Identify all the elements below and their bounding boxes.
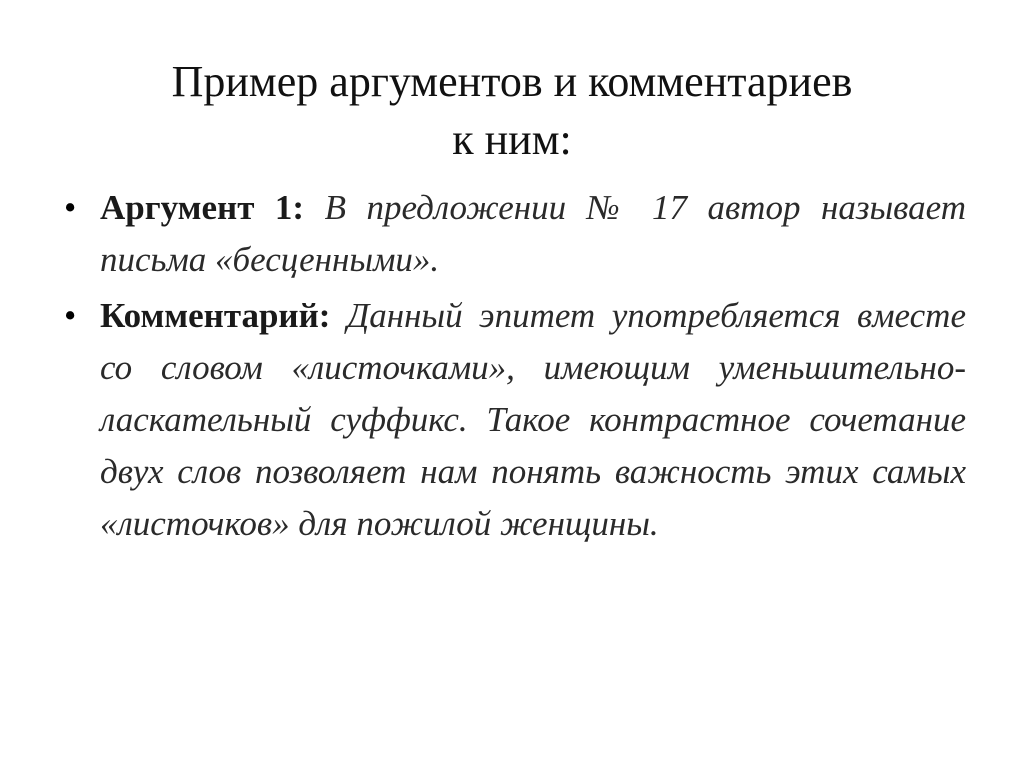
slide-title-line-1: Пример аргументов и комментариев [171, 57, 853, 107]
bullet-argument [60, 182, 966, 286]
bullet-list [60, 182, 966, 554]
argument-text: В предложении № 17 автор называет письма «бесценными». [100, 188, 966, 279]
slide-title-line-2: к ним: [452, 115, 572, 165]
commentary-label: Комментарий: [100, 296, 347, 335]
slide-title [40, 53, 984, 169]
bullet-marker-icon: • [64, 188, 77, 227]
bullet-commentary [60, 290, 966, 550]
argument-label: Аргумент 1: [100, 188, 325, 227]
bullet-marker-icon: • [64, 296, 77, 335]
commentary-text: Данный эпитет употребляется вместе со словом «листочками», имеющим уменьшительно-ласкательный суффикс. Такое контрастное сочетание двух слов позволяет нам понять важность этих самых «листочков» для пожилой женщины. [100, 296, 966, 543]
